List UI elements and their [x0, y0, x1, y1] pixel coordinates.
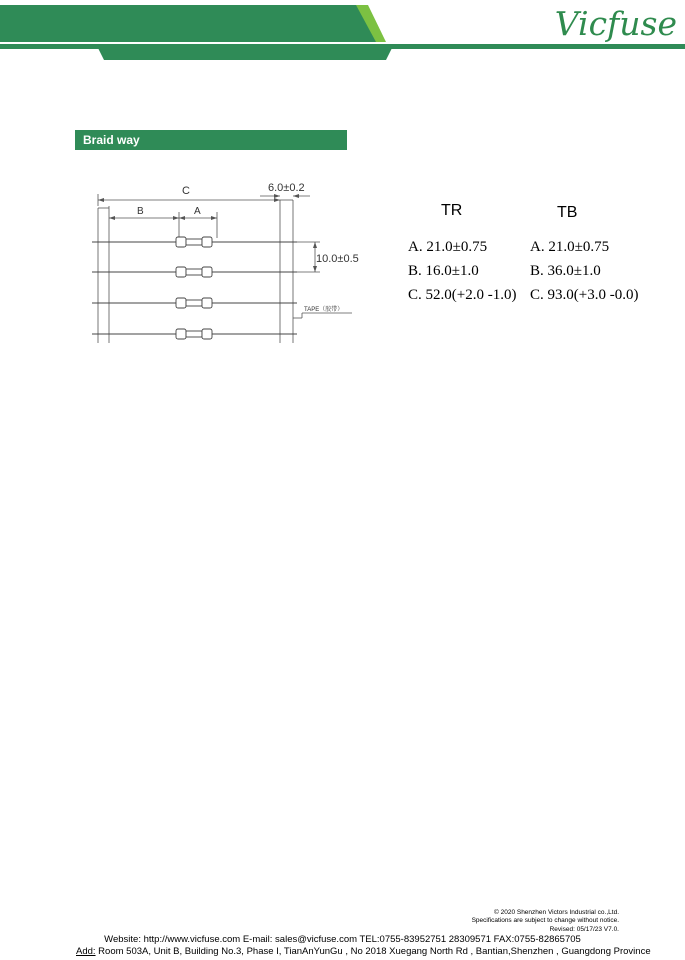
label-a: A [194, 206, 201, 217]
label-tape: TAPE（胶带） [304, 307, 344, 313]
footer-revised: Revised: 05/17/23 V7.0. [549, 926, 619, 933]
tb-spec-a: A. 21.0±0.75 [530, 239, 610, 255]
label-pitch: 10.0±0.5 [316, 253, 359, 265]
header-main-bar [0, 5, 376, 42]
header-lower-tab [98, 48, 392, 60]
footer-address-text: Room 503A, Unit B, Building No.3, Phase I, TianAnYunGu , No 2018 Xuegang North Rd , Bantian,Shenzhen , Guangdong Province [95, 946, 651, 957]
label-6: 6.0±0.2 [268, 182, 305, 194]
label-b: B [137, 206, 144, 217]
braid-diagram [90, 168, 375, 353]
tb-spec-b: B. 36.0±1.0 [530, 263, 601, 279]
label-c: C [182, 185, 190, 197]
tr-spec-a: A. 21.0±0.75 [408, 239, 488, 255]
page-header [0, 0, 685, 62]
tb-title: TB [557, 204, 578, 221]
tr-title: TR [441, 202, 463, 219]
footer-contact: Website: http://www.vicfuse.com E-mail: sales@vicfuse.com TEL:0755-83952751 28309571 FAX:0755-82865705 [104, 934, 581, 945]
tr-spec-b: B. 16.0±1.0 [408, 263, 479, 279]
tb-spec-c: C. 93.0(+3.0 -0.0) [530, 287, 639, 303]
section-title: Braid way [75, 130, 347, 150]
tr-spec-c: C. 52.0(+2.0 -1.0) [408, 287, 517, 303]
footer-notice: Specifications are subject to change without notice. [471, 917, 619, 924]
footer-address-label: Add: [76, 946, 96, 957]
brand-logo: Vicfuse [554, 4, 677, 43]
footer-copyright: © 2020 Shenzhen Victors Industrial co.,Ltd. [494, 909, 619, 916]
footer-address [76, 946, 651, 957]
